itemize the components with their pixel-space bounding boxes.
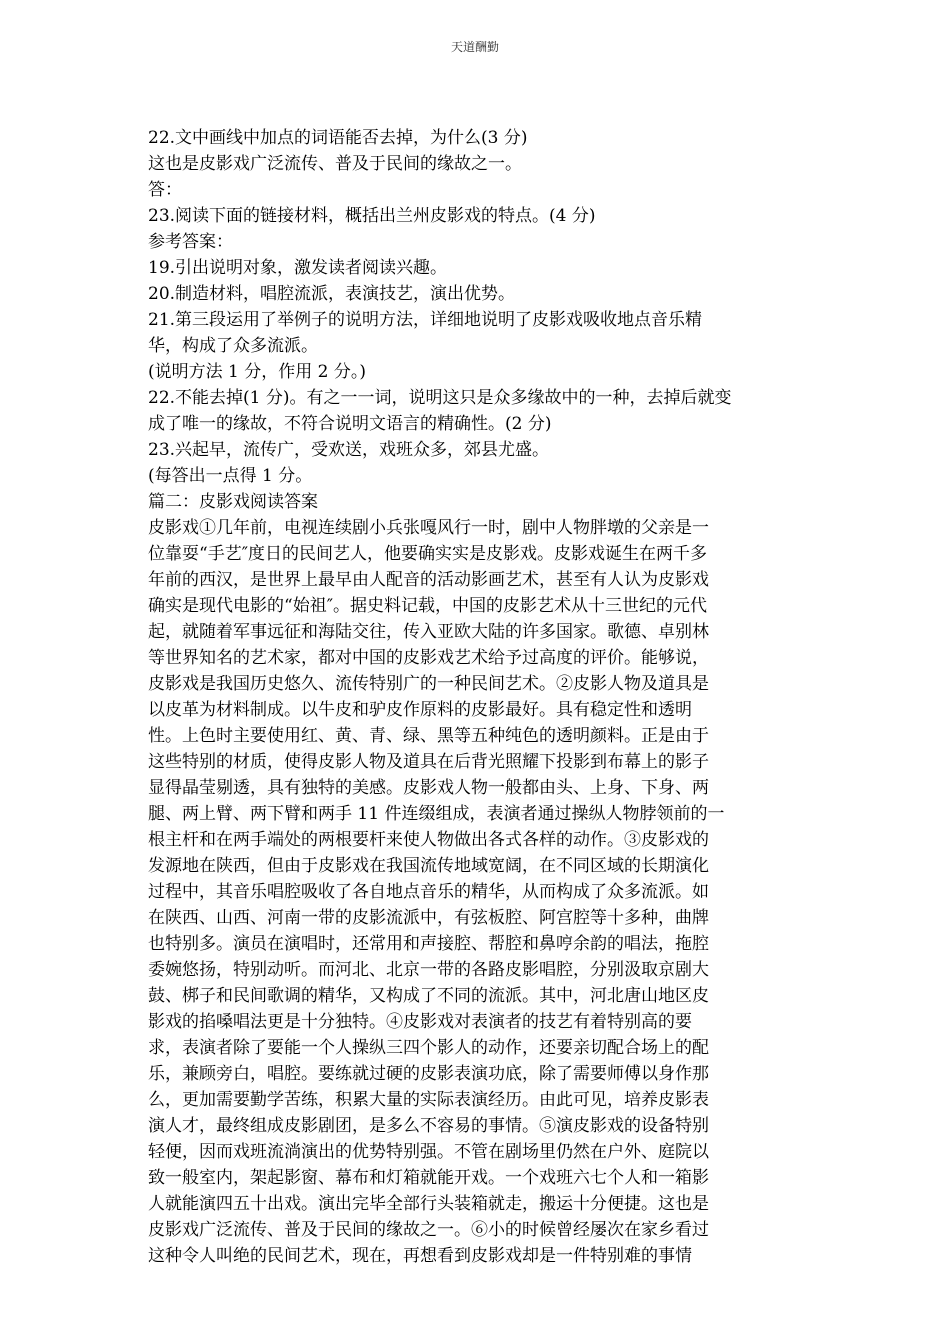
quoted-sentence: 这也是皮影戏广泛流传、普及于民间的缘故之一。 — [148, 154, 522, 174]
answer-label: 答： — [148, 180, 182, 200]
passage-line: 显得晶莹剔透，具有独特的美感。皮影戏人物一般都由头、上身、下身、两 — [148, 778, 709, 798]
passage-line: 乐，兼顾旁白，唱腔。要练就过硬的皮影表演功底，除了需要师傅以身作那 — [148, 1064, 709, 1084]
passage-line: 过程中，其音乐唱腔吸收了各自地点音乐的精华，从而构成了众多流派。如 — [148, 882, 709, 902]
passage-line: 致一般室内，架起影窗、幕布和灯箱就能开戏。一个戏班六七个人和一箱影 — [148, 1168, 709, 1188]
passage-line: 年前的西汉，是世界上最早由人配音的活动影画艺术，甚至有人认为皮影戏 — [148, 570, 709, 590]
answer-20: 20.制造材料，唱腔流派，表演技艺，演出优势。 — [148, 284, 516, 304]
passage-line: 鼓、梆子和民间歌调的精华，又构成了不同的流派。其中，河北唐山地区皮 — [148, 986, 709, 1006]
passage-line: 腿、两上臂、两下臂和两手 11 件连缀组成，表演者通过操纵人物脖领前的一 — [148, 804, 725, 824]
passage-line: 委婉悠扬，特别动听。而河北、北京一带的各路皮影唱腔，分别汲取京剧大 — [148, 960, 709, 980]
answer-21-line-1: 21.第三段运用了举例子的说明方法，详细地说明了皮影戏吸收地点音乐精 — [148, 310, 703, 330]
passage-line: 起，就随着军事远征和海陆交往，传入亚欧大陆的许多国家。歌德、卓别林 — [148, 622, 709, 642]
answer-23: 23.兴起早，流传广，受欢送，戏班众多，郊县尤盛。 — [148, 440, 550, 460]
section-two-heading: 篇二：皮影戏阅读答案 — [148, 492, 318, 512]
passage-line: 皮影戏是我国历史悠久、流传特别广的一种民间艺术。②皮影人物及道具是 — [148, 674, 709, 694]
passage-line: 等世界知名的艺术家，都对中国的皮影戏艺术给予过高度的评价。能够说， — [148, 648, 709, 668]
passage-line: 皮影戏广泛流传、普及于民间的缘故之一。⑥小的时候曾经屡次在家乡看过 — [148, 1220, 709, 1240]
passage-line: 这种令人叫绝的民间艺术，现在，再想看到皮影戏却是一件特别难的事情 — [148, 1246, 692, 1266]
reference-answers-heading: 参考答案： — [148, 232, 233, 252]
passage-line: 以皮革为材料制成。以牛皮和驴皮作原料的皮影最好。具有稳定性和透明 — [148, 700, 692, 720]
passage-line: 皮影戏①几年前，电视连续剧小兵张嘎风行一时，剧中人物胖墩的父亲是一 — [148, 518, 709, 538]
passage-line: 根主杆和在两手端处的两根要杆来使人物做出各式各样的动作。③皮影戏的 — [148, 830, 709, 850]
passage-line: 确实是现代电影的“始祖″。据史料记载，中国的皮影艺术从十三世纪的元代 — [148, 596, 708, 616]
passage-line: 轻便，因而戏班流淌演出的优势特别强。不管在剧场里仍然在户外、庭院以 — [148, 1142, 709, 1162]
passage-line: 么，更加需要勤学苦练，积累大量的实际表演经历。由此可见，培养皮影表 — [148, 1090, 709, 1110]
passage-line: 求，表演者除了要能一个人操纵三四个影人的动作，还要亲切配合场上的配 — [148, 1038, 709, 1058]
passage-line: 演人才，最终组成皮影剧团，是多么不容易的事情。⑤演皮影戏的设备特别 — [148, 1116, 709, 1136]
passage-line: 人就能演四五十出戏。演出完毕全部行头装箱就走，搬运十分便捷。这也是 — [148, 1194, 709, 1214]
passage-line: 在陕西、山西、河南一带的皮影流派中，有弦板腔、阿宫腔等十多种，曲牌 — [148, 908, 709, 928]
page-header: 天道酬勤 — [450, 40, 499, 54]
answer-22-line-1: 22.不能去掉(1 分)。有之一一词，说明这只是众多缘故中的一种，去掉后就变 — [148, 388, 732, 408]
answer-22-line-2: 成了唯一的缘故，不符合说明文语言的精确性。(2 分) — [148, 414, 552, 434]
passage-line: 性。上色时主要使用红、黄、青、绿、黑等五种纯色的透明颜料。正是由于 — [148, 726, 709, 746]
question-22: 22.文中画线中加点的词语能否去掉，为什么(3 分) — [148, 128, 528, 148]
passage — [148, 515, 808, 1269]
answer-19: 19.引出说明对象，激发读者阅读兴趣。 — [148, 258, 448, 278]
passage-line: 位靠耍“手艺″度日的民间艺人，他要确实实是皮影戏。皮影戏诞生在两千多 — [148, 544, 708, 564]
question-23: 23.阅读下面的链接材料，概括出兰州皮影戏的特点。(4 分) — [148, 206, 596, 226]
answer-23-scoring: (每答出一点得 1 分。 — [148, 466, 313, 486]
passage-line: 也特别多。演员在演唱时，还常用和声接腔、帮腔和鼻哼余韵的唱法，拖腔 — [148, 934, 709, 954]
passage-line: 影戏的掐嗓唱法更是十分独特。④皮影戏对表演者的技艺有着特别高的要 — [148, 1012, 692, 1032]
passage-line: 这些特别的材质，使得皮影人物及道具在后背光照耀下投影到布幕上的影子 — [148, 752, 709, 772]
answer-21-scoring: (说明方法 1 分，作用 2 分。) — [148, 362, 367, 382]
passage-line: 发源地在陕西，但由于皮影戏在我国流传地域宽阔，在不同区域的长期演化 — [148, 856, 709, 876]
document-body — [148, 125, 808, 1269]
answer-21-line-2: 华，构成了众多流派。 — [148, 336, 318, 356]
